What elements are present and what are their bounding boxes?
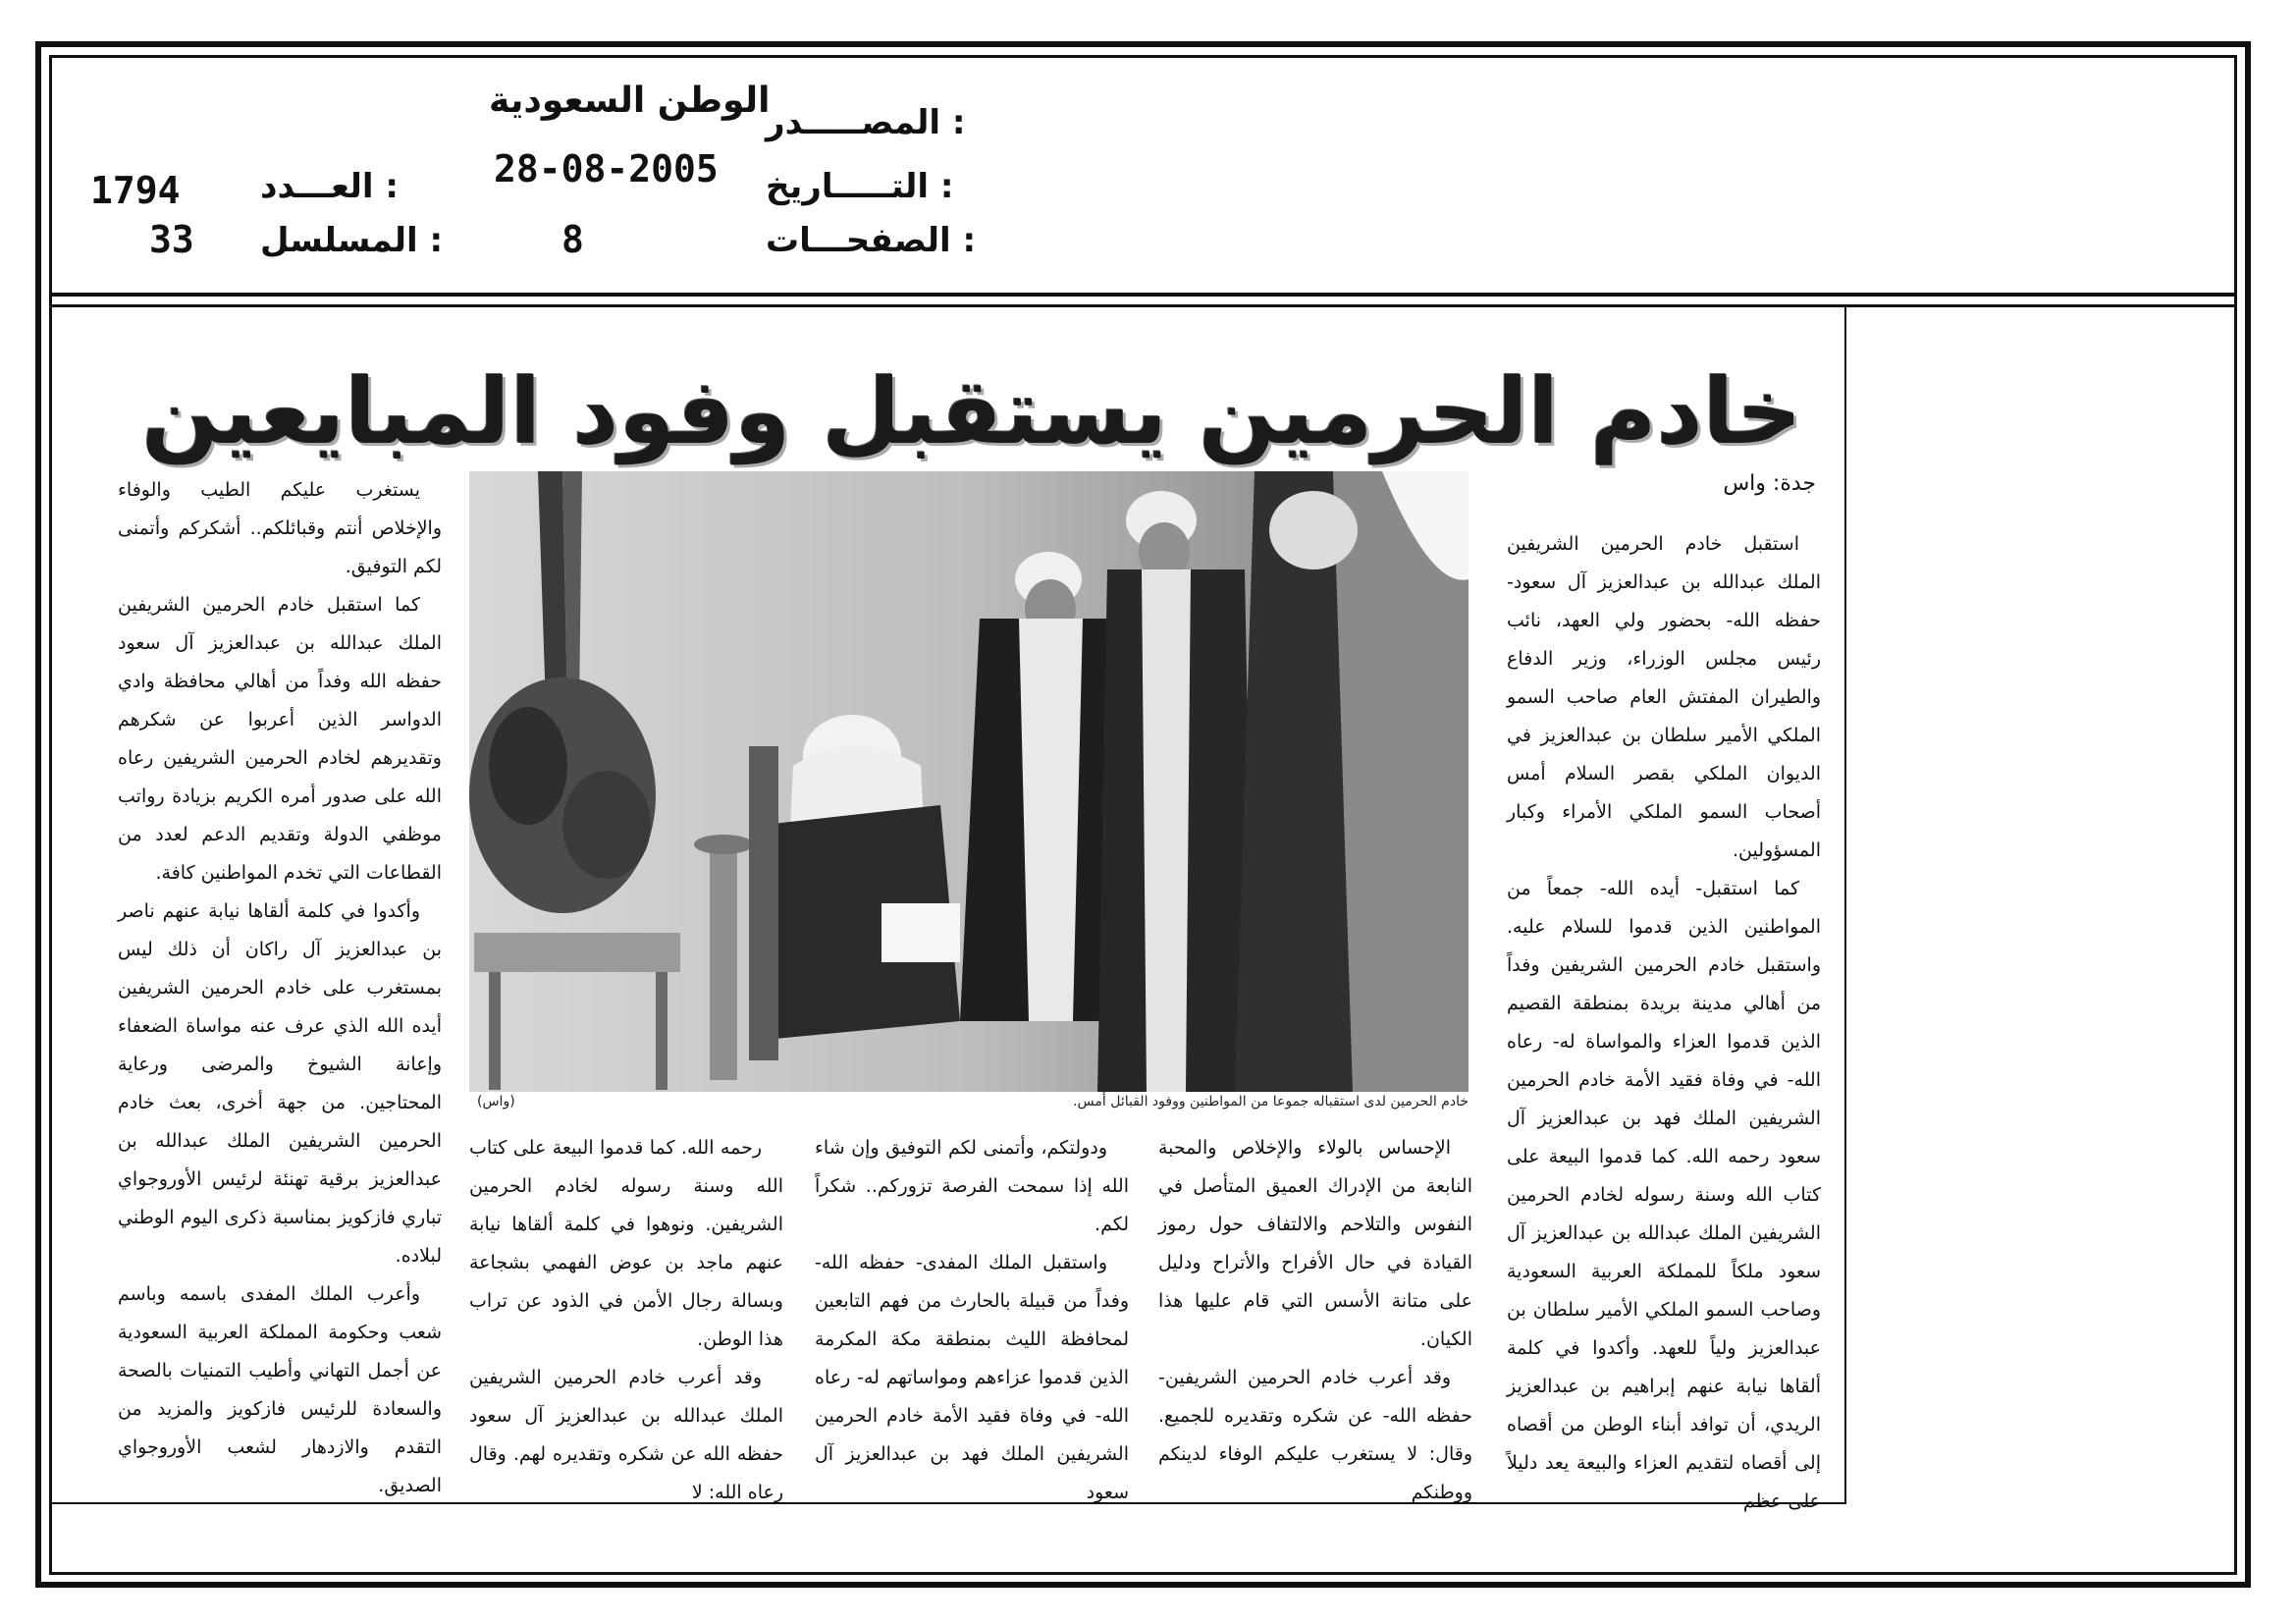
article-headline: خادم الحرمين يستقبل وفود المبايعين bbox=[141, 359, 1802, 464]
header-divider-secondary bbox=[49, 304, 2237, 307]
date-value: 28-08-2005 bbox=[494, 147, 719, 190]
article-column-3 bbox=[815, 1129, 1129, 1503]
source-value: الوطن السعودية bbox=[489, 81, 771, 121]
paragraph: يستغرب عليكم الطيب والوفاء والإخلاص أنتم وقبائلكم.. أشكركم وأتمنى لكم التوفيق. bbox=[118, 479, 442, 577]
article-column-5 bbox=[118, 471, 442, 1496]
photo-credit: (واس) bbox=[477, 1094, 515, 1110]
serial-label: المسلسل : bbox=[260, 221, 444, 260]
issue-value: 1794 bbox=[90, 169, 181, 212]
paragraph: الإحساس بالولاء والإخلاص والمحبة النابعة من الإدراك العميق المتأصل في النفوس والتلاحم والالتفاف حول رموز القيادة في حال الأفراح والأتراح ودليل على متانة الأسس التي قام عليها هذا الكيان. bbox=[1158, 1137, 1472, 1350]
pages-value: 8 bbox=[561, 218, 584, 261]
paragraph: وقد أعرب خادم الحرمين الشريفين الملك عبدالله بن عبدالعزيز آل سعود حفظه الله عن شكره وتقديره لهم. وقال رعاه الله: لا bbox=[469, 1367, 783, 1503]
right-column-rule bbox=[1844, 304, 1846, 1504]
pages-label: الصفحـــات : bbox=[766, 221, 977, 260]
photo-caption: خادم الحرمين لدى استقباله جموعا من المواطنين ووفود القبائل أمس. bbox=[1073, 1094, 1468, 1110]
issue-label: العـــدد : bbox=[260, 167, 400, 206]
dateline: جدة: واس bbox=[1723, 471, 1816, 496]
photo-caption-bar bbox=[469, 1094, 1468, 1117]
article-column-1 bbox=[1507, 525, 1821, 1512]
paragraph: ودولتكم، وأتمنى لكم التوفيق وإن شاء الله إذا سمحت الفرصة تزوركم.. شكراً لكم. bbox=[815, 1137, 1129, 1235]
header-divider bbox=[49, 293, 2237, 297]
paragraph: كما استقبل- أيده الله- جمعاً من المواطنين الذين قدموا للسلام عليه. واستقبل خادم الحرمين الشريفين وفداً من أهالي مدينة بريدة بمنطقة القصيم الذين قدموا العزاء والمواساة له- رعاه الله- في وفاة فقيد الأمة خادم الحرمين الشريفين الملك فهد بن عبدالعزيز آل سعود رحمه الله. كما قدموا البيعة على كتاب الله وسنة رسوله لخادم الحرمين الشريفين الملك عبدالله بن عبدالعزيز آل سعود ملكاً للمملكة العربية السعودية وصاحب السمو الملكي الأمير سلطان بن عبدالعزيز ولياً للعهد. وأكدوا في كلمة ألقاها نيابة عنهم إبراهيم بن عبدالعزيز الريدي، أن توافد أبناء الوطن من أقصاه إلى أقصاه لتقديم العزاء والبيعة يعد دليلاً على عظم bbox=[1507, 878, 1821, 1512]
date-label: التـــــاريخ : bbox=[766, 167, 954, 206]
source-label: المصـــــدر : bbox=[766, 103, 966, 142]
paragraph: واستقبل الملك المفدى- حفظه الله- وفداً من قبيلة بالحارث من فهم التابعين لمحافظة الليث بمنطقة مكة المكرمة الذين قدموا عزاءهم ومواساتهم له- رعاه الله- في وفاة فقيد الأمة خادم الحرمين الشريفين الملك فهد بن عبدالعزيز آل سعود bbox=[815, 1252, 1129, 1503]
paragraph: كما استقبل خادم الحرمين الشريفين الملك عبدالله بن عبدالعزيز آل سعود حفظه الله وفداً من أهالي محافظة وادي الدواسر الذين أعربوا عن شكرهم وتقديرهم لخادم الحرمين الشريفين رعاه الله على صدور أمره الكريم بزيادة رواتب موظفي الدولة وتقديم الدعم لعدد من القطاعات التي تخدم المواطنين كافة. bbox=[118, 594, 442, 884]
serial-value: 33 bbox=[149, 218, 194, 261]
paragraph: استقبل خادم الحرمين الشريفين الملك عبدالله بن عبدالعزيز آل سعود- حفظه الله- بحضور ولي العهد، نائب رئيس مجلس الوزراء، وزير الدفاع والطيران المفتش العام صاحب السمو الملكي الأمير سلطان بن عبدالعزيز في الديوان الملكي بقصر السلام أمس أصحاب السمو الملكي الأمراء وكبار المسؤولين. bbox=[1507, 533, 1821, 861]
article-column-4 bbox=[469, 1129, 783, 1503]
paragraph: وأكدوا في كلمة ألقاها نيابة عنهم ناصر بن عبدالعزيز آل راكان أن ذلك ليس بمستغرب على خادم الحرمين الشريفين أيده الله الذي عرف عنه مواساة الضعفاء وإعانة الشيوخ والمرضى ورعاية المحتاجين. من جهة أخرى، بعث خادم الحرمين الشريفين الملك عبدالله بن عبدالعزيز برقية تهنئة لرئيس الأوروجواي تباري فازكويز بمناسبة ذكرى اليوم الوطني لبلاده. bbox=[118, 900, 442, 1267]
paragraph: رحمه الله. كما قدموا البيعة على كتاب الله وسنة رسوله لخادم الحرمين الشريفين. ونوهوا في كلمة ألقاها نيابة عنهم ماجد بن عوض الفهمي بشجاعة وبسالة رجال الأمن في الذود عن تراب هذا الوطن. bbox=[469, 1137, 783, 1350]
paragraph: وقد أعرب خادم الحرمين الشريفين- حفظه الله- عن شكره وتقديره للجميع. وقال: لا يستغرب عليكم الوفاء لدينكم ووطنكم bbox=[1158, 1367, 1472, 1503]
paragraph: وأعرب الملك المفدى باسمه وباسم شعب وحكومة المملكة العربية السعودية عن أجمل التهاني وأطيب التمنيات بالصحة والسعادة للرئيس فازكويز والمزيد من التقدم والازدهار لشعب الأوروجواي الصديق. bbox=[118, 1283, 442, 1496]
article-photo bbox=[469, 471, 1468, 1092]
article-column-2 bbox=[1158, 1129, 1472, 1503]
